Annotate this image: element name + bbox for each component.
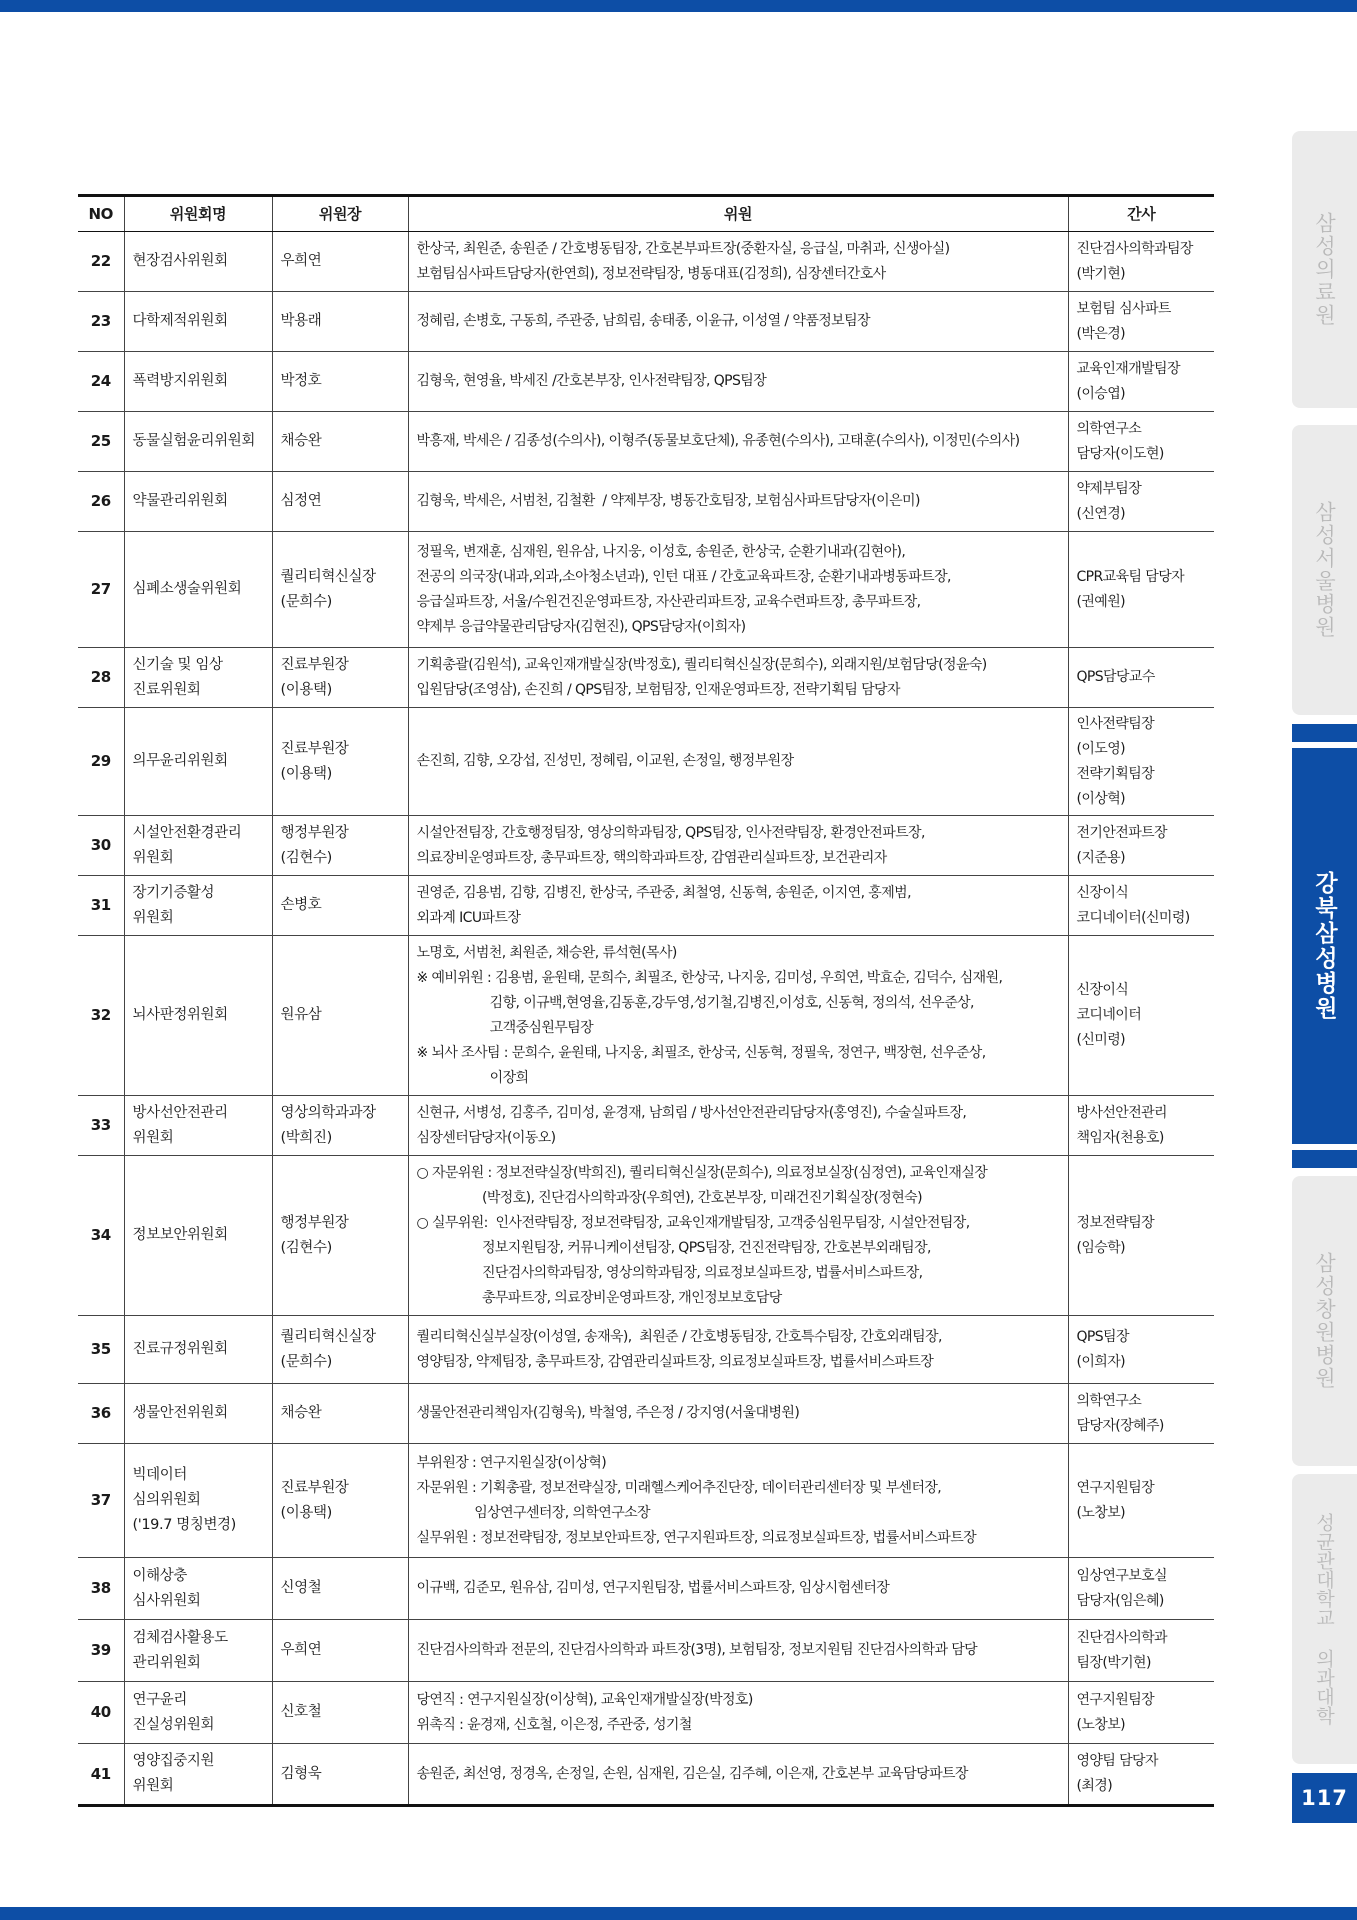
committee-chair: 우희연 [272,1620,408,1682]
table-row [78,1682,1214,1744]
committee-secretary: 의학연구소 담당자(장혜주) [1068,1384,1214,1444]
table-row [78,1384,1214,1444]
committee-chair: 진료부원장 (이용택) [272,1444,408,1558]
committee-secretary: 신장이식 코디네이터(신미령) [1068,876,1214,936]
committee-secretary: 임상연구보호실 담당자(임은혜) [1068,1558,1214,1620]
committee-name: 시설안전환경관리 위원회 [124,816,272,876]
committee-name: 약물관리위원회 [124,472,272,532]
committee-secretary: 연구지원팀장 (노창보) [1068,1682,1214,1744]
committee-secretary: 인사전략팀장 (이도영) 전략기획팀장 (이상혁) [1068,708,1214,816]
committee-chair: 행정부원장 (김현수) [272,816,408,876]
side-tab-label: 강북삼성병원 [1311,871,1337,1021]
active-tab-cap [1292,724,1357,742]
committee-members: 생물안전관리책임자(김형욱), 박철영, 주은정 / 강지영(서울대병원) [408,1384,1068,1444]
committee-chair: 박용래 [272,292,408,352]
committee-chair: 진료부원장 (이용택) [272,648,408,708]
committee-name: 진료규정위원회 [124,1316,272,1384]
row-no: 32 [78,936,124,1096]
table-header-row [78,196,1214,232]
row-no: 33 [78,1096,124,1156]
committee-name: 장기기증활성 위원회 [124,876,272,936]
committee-members: 퀄리티혁신실부실장(이성열, 송재욱), 최원준 / 간호병동팀장, 간호특수팀장, 간호외래팀장, 영양팀장, 약제팀장, 총무파트장, 감염관리실파트장, 의료정보실파트장, 법률서비스파트장 [408,1316,1068,1384]
committee-members: 신현규, 서병성, 김홍주, 김미성, 윤경재, 남희림 / 방사선안전관리담당자(홍영진), 수술실파트장, 심장센터담당자(이동오) [408,1096,1068,1156]
row-no: 28 [78,648,124,708]
committee-secretary: 전기안전파트장 (지준용) [1068,816,1214,876]
side-tab-label: 삼성서울병원 [1312,501,1337,639]
table-row [78,1316,1214,1384]
committee-name: 정보보안위원회 [124,1156,272,1316]
committee-members: 정필욱, 변재훈, 심재원, 원유삼, 나지웅, 이성호, 송원준, 한상국, 순환기내과(김현아), 전공의 의국장(내과,외과,소아청소년과), 인턴 대표 / 간호교육파트장, 순환기내과병동파트장, 응급실파트장, 서울/수원건진운영파트장, 자산관리파트장, 교육수련파트장, 총무파트장, 약제부 응급약물관리담당자(김현진), QPS담당자(이희자) [408,532,1068,648]
table-row [78,1096,1214,1156]
committee-secretary: 교육인재개발팀장 (이승엽) [1068,352,1214,412]
committee-members: 송원준, 최선영, 정경옥, 손정일, 손원, 심재원, 김은실, 김주혜, 이은재, 간호본부 교육담당파트장 [408,1744,1068,1806]
committee-members: ○ 자문위원 : 정보전략실장(박희진), 퀄리티혁신실장(문희수), 의료정보실장(심정연), 교육인재실장 (박정호), 진단검사의학과장(우희연), 간호본부장, 미래건진기획실장(정현숙) ○ 실무위원: 인사전략팀장, 정보전략팀장, 교육인재개발팀장, 고객중심원무팀장, 시설안전팀장, 정보지원팀장, 커뮤니케이션팀장, QPS팀장, 건진전략팀장, 간호본부외래팀장, 진단검사의학과팀장, 영상의학과팀장, 의료정보실파트장, 법률서비스파트장, 총무파트장, 의료장비운영파트장, 개인정보보호담당 [408,1156,1068,1316]
row-no: 31 [78,876,124,936]
committee-members: 김형욱, 현영율, 박세진 /간호본부장, 인사전략팀장, QPS팀장 [408,352,1068,412]
committee-members: 정혜림, 손병호, 구동희, 주관중, 남희림, 송태종, 이윤규, 이성열 / 약품정보팀장 [408,292,1068,352]
committee-table [78,194,1214,1807]
table-row [78,1744,1214,1806]
committee-chair: 채승완 [272,1384,408,1444]
row-no: 25 [78,412,124,472]
committee-members: 부위원장 : 연구지원실장(이상혁) 자문위원 : 기획총괄, 정보전략실장, 미래헬스케어추진단장, 데이터관리센터장 및 부센터장, 임상연구센터장, 의학연구소장 실무위원 : 정보전략팀장, 정보보안파트장, 연구지원파트장, 의료정보실파트장, 법률서비스파트장 [408,1444,1068,1558]
committee-name: 빅데이터 심의위원회 ('19.7 명칭변경) [124,1444,272,1558]
committee-name: 폭력방지위원회 [124,352,272,412]
committee-members: 기획총괄(김원석), 교육인재개발실장(박정호), 퀄리티혁신실장(문희수), 외래지원/보험담당(정윤숙) 입원담당(조영삼), 손진희 / QPS팀장, 보험팀장, 인재운영파트장, 전략기획팀 담당자 [408,648,1068,708]
committee-secretary: QPS담당교수 [1068,648,1214,708]
committee-name: 신기술 및 임상 진료위원회 [124,648,272,708]
row-no: 36 [78,1384,124,1444]
row-no: 24 [78,352,124,412]
header-chair: 위원장 [272,196,408,232]
table-row [78,648,1214,708]
committee-chair: 신영철 [272,1558,408,1620]
committee-members: 김형욱, 박세은, 서범천, 김철환 / 약제부장, 병동간호팀장, 보험심사파트담당자(이은미) [408,472,1068,532]
committee-name: 동물실험윤리위원회 [124,412,272,472]
header-no: NO [78,196,124,232]
committee-name: 심폐소생술위원회 [124,532,272,648]
table-row [78,352,1214,412]
committee-chair: 영상의학과과장 (박희진) [272,1096,408,1156]
committee-chair: 퀄리티혁신실장 (문희수) [272,1316,408,1384]
side-tab-label: 삼성창원병원 [1312,1252,1337,1390]
committee-secretary: 정보전략팀장 (임승학) [1068,1156,1214,1316]
committee-name: 검체검사활용도 관리위원회 [124,1620,272,1682]
committee-secretary: 영양팀 담당자 (최경) [1068,1744,1214,1806]
committee-name: 생물안전위원회 [124,1384,272,1444]
bottom-accent-bar [0,1907,1357,1920]
header-members: 위원 [408,196,1068,232]
committee-chair: 김형욱 [272,1744,408,1806]
committee-members: 권영준, 김용범, 김향, 김병진, 한상국, 주관중, 최철영, 신동혁, 송원준, 이지연, 홍제범, 외과계 ICU파트장 [408,876,1068,936]
committee-chair: 채승완 [272,412,408,472]
committee-secretary: 약제부팀장 (신연경) [1068,472,1214,532]
committee-chair: 퀄리티혁신실장 (문희수) [272,532,408,648]
table-row [78,532,1214,648]
table-row [78,1444,1214,1558]
row-no: 26 [78,472,124,532]
row-no: 40 [78,1682,124,1744]
header-committee-name: 위원회명 [124,196,272,232]
committee-name: 의무윤리위원회 [124,708,272,816]
committee-chair: 심정연 [272,472,408,532]
row-no: 30 [78,816,124,876]
committee-secretary: QPS팀장 (이희자) [1068,1316,1214,1384]
table-row [78,1558,1214,1620]
committee-name: 방사선안전관리 위원회 [124,1096,272,1156]
committee-chair: 우희연 [272,232,408,292]
table-row [78,936,1214,1096]
committee-members: 노명호, 서범천, 최원준, 채승완, 류석현(목사) ※ 예비위원 : 김용범, 윤원태, 문희수, 최필조, 한상국, 나지웅, 김미성, 우희연, 박효순, 김덕수, 심재원, 김향, 이규백,현영율,김동훈,강두영,성기철,김병진,이성호, 신동혁, 정의석, 선우준상, 고객중심원무팀장 ※ 뇌사 조사팀 : 문희수, 윤원태, 나지웅, 최필조, 한상국, 신동혁, 정필욱, 정연구, 백장현, 선우준상, 이장희 [408,936,1068,1096]
committee-members: 이규백, 김준모, 원유삼, 김미성, 연구지원팀장, 법률서비스파트장, 임상시험센터장 [408,1558,1068,1620]
committee-secretary: 보험팀 심사파트 (박은경) [1068,292,1214,352]
committee-name: 뇌사판정위원회 [124,936,272,1096]
row-no: 27 [78,532,124,648]
committee-members: 손진희, 김향, 오강섭, 진성민, 정혜림, 이교원, 손정일, 행정부원장 [408,708,1068,816]
committee-chair: 손병호 [272,876,408,936]
table-row [78,232,1214,292]
committee-name: 이해상충 심사위원회 [124,1558,272,1620]
committee-members: 시설안전팀장, 간호행정팀장, 영상의학과팀장, QPS팀장, 인사전략팀장, 환경안전파트장, 의료장비운영파트장, 총무파트장, 핵의학과파트장, 감염관리실파트장, 보건관리자 [408,816,1068,876]
table-row [78,1620,1214,1682]
row-no: 41 [78,1744,124,1806]
row-no: 35 [78,1316,124,1384]
side-tab-label: 삼성의료원 [1312,212,1337,327]
table-row [78,412,1214,472]
committee-secretary: 방사선안전관리 책임자(천용호) [1068,1096,1214,1156]
row-no: 23 [78,292,124,352]
row-no: 38 [78,1558,124,1620]
page-number: 117 [1292,1773,1357,1823]
side-tab-skku-medical-school[interactable] [1292,1474,1357,1764]
row-no: 39 [78,1620,124,1682]
row-no: 29 [78,708,124,816]
committee-members: 한상국, 최원준, 송원준 / 간호병동팀장, 간호본부파트장(중환자실, 응급실, 마취과, 신생아실) 보험팀심사파트담당자(한연희), 정보전략팀장, 병동대표(김정희), 심장센터간호사 [408,232,1068,292]
row-no: 22 [78,232,124,292]
table-row [78,472,1214,532]
header-secretary: 간사 [1068,196,1214,232]
committee-chair: 박정호 [272,352,408,412]
top-accent-bar [0,0,1357,12]
committee-secretary: 연구지원팀장 (노창보) [1068,1444,1214,1558]
side-tab-label: 성균관대학교 의과대학 [1313,1513,1335,1725]
committee-secretary: 진단검사의학과팀장 (박기현) [1068,232,1214,292]
committee-secretary: 신장이식 코디네이터 (신미령) [1068,936,1214,1096]
row-no: 34 [78,1156,124,1316]
table-row [78,816,1214,876]
committee-name: 연구윤리 진실성위원회 [124,1682,272,1744]
committee-secretary: 의학연구소 담당자(이도현) [1068,412,1214,472]
row-no: 37 [78,1444,124,1558]
committee-name: 영양집중지원 위원회 [124,1744,272,1806]
committee-secretary: 진단검사의학과 팀장(박기현) [1068,1620,1214,1682]
table-row [78,708,1214,816]
committee-members: 박흥재, 박세은 / 김종성(수의사), 이형주(동물보호단체), 유종현(수의사), 고태훈(수의사), 이정민(수의사) [408,412,1068,472]
table-row [78,876,1214,936]
committee-name: 현장검사위원회 [124,232,272,292]
committee-members: 진단검사의학과 전문의, 진단검사의학과 파트장(3명), 보험팀장, 정보지원팀 진단검사의학과 담당 [408,1620,1068,1682]
committee-name: 다학제적위원회 [124,292,272,352]
committee-chair: 행정부원장 (김현수) [272,1156,408,1316]
committee-secretary: CPR교육팀 담당자 (권예원) [1068,532,1214,648]
active-tab-cap [1292,1150,1357,1168]
side-tab-samsung-seoul-hospital[interactable] [1292,425,1357,715]
side-tab-kangbuk-samsung-hospital[interactable] [1292,748,1357,1144]
side-tab-samsung-changwon-hospital[interactable] [1292,1176,1357,1466]
table-row [78,292,1214,352]
committee-chair: 진료부원장 (이용택) [272,708,408,816]
table-row [78,1156,1214,1316]
committee-chair: 원유삼 [272,936,408,1096]
side-tab-samsung-medical-center[interactable] [1292,131,1357,408]
committee-chair: 신호철 [272,1682,408,1744]
committee-members: 당연직 : 연구지원실장(이상혁), 교육인재개발실장(박정호) 위촉직 : 윤경재, 신호철, 이은정, 주관중, 성기철 [408,1682,1068,1744]
